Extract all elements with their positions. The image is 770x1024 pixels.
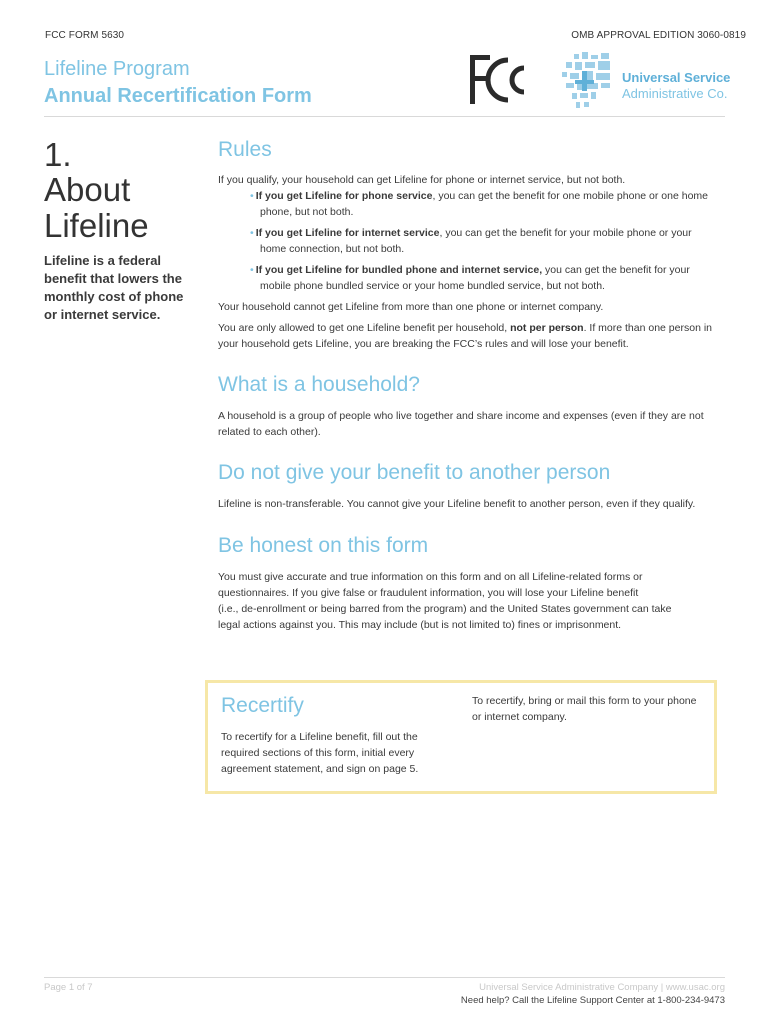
- transfer-text: Lifeline is non-transferable. You cannot give your Lifeline benefit to another person, even if they qualify.: [218, 498, 696, 510]
- rules-bullet-internet: • If you get Lifeline for internet service, you can get the benefit for your mobile phone or your home connection, but not both.: [250, 227, 692, 255]
- honest-text: You must give accurate and true information on this form and on all Lifeline-related forms or questionnaires. If you give false or fraudulent information, you will lose your Lifeline benefit (i.e., de-enrollment or being barred from the program) and the United States government can take legal actions against you. This may include (but is not limited to) fines or imprisonment.: [218, 571, 672, 631]
- header-divider: [44, 116, 725, 117]
- recertify-left-text: To recertify for a Lifeline benefit, fill out the required sections of this form, initial every agreement statement, and sign on page 5.: [221, 731, 419, 775]
- bullet-dot-icon: •: [250, 190, 254, 202]
- rules-bullet-phone: • If you get Lifeline for phone service, you can get the benefit for one mobile phone or one home phone, but not both.: [250, 190, 709, 218]
- household-text: A household is a group of people who live together and share income and expenses (even if they are not related to each other).: [218, 410, 704, 438]
- section-title-line1: About: [44, 171, 131, 208]
- usac-name-line2: Administrative Co.: [622, 86, 728, 101]
- rules-para1: Your household cannot get Lifeline from more than one phone or internet company.: [218, 301, 604, 313]
- footer-help: Need help? Call the Lifeline Support Center at 1-800-234-9473: [460, 995, 725, 1006]
- fcc-logo: [468, 54, 532, 106]
- svg-text:FCC: FCC: [468, 54, 471, 55]
- form-title-line2: Annual Recertification Form: [44, 85, 312, 107]
- transfer-heading: Do not give your benefit to another person: [218, 461, 611, 484]
- honest-heading: Be honest on this form: [218, 534, 429, 557]
- recertify-heading: Recertify: [221, 694, 304, 717]
- form-title-line1: Lifeline Program: [44, 58, 190, 80]
- footer-divider: [44, 977, 725, 978]
- rules-bullet-bundled: • If you get Lifeline for bundled phone and internet service, you can get the benefit for your mobile phone bundled service or your home bundled service, but not both.: [250, 264, 690, 292]
- recertify-right-text: To recertify, bring or mail this form to your phone or internet company.: [472, 695, 697, 723]
- household-heading: What is a household?: [218, 373, 420, 396]
- footer-company: Universal Service Administrative Company | www.usac.org: [479, 982, 725, 993]
- usac-name-line1: Universal Service: [622, 70, 731, 85]
- section-description: Lifeline is a federal benefit that lowers the monthly cost of phone or internet service.: [44, 253, 184, 322]
- usac-logo-icon: [560, 52, 616, 110]
- rules-heading: Rules: [218, 138, 272, 161]
- rules-intro: If you qualify, your household can get Lifeline for phone or internet service, but not both.: [218, 174, 626, 186]
- rules-para2: You are only allowed to get one Lifeline benefit per household, not per person. If more than one person in your household gets Lifeline, you are breaking the FCC’s rules and will lose your benefit.: [218, 322, 713, 350]
- omb-approval: OMB APPROVAL EDITION 3060-0819: [571, 30, 746, 41]
- recertify-box: [205, 680, 717, 794]
- form-number: FCC FORM 5630: [45, 30, 125, 41]
- bullet-dot-icon: •: [250, 264, 254, 276]
- section-title-line2: Lifeline: [44, 207, 149, 244]
- footer-contact: [461, 982, 725, 1006]
- page-number: Page 1 of 7: [44, 982, 93, 993]
- section-number: 1.: [44, 136, 72, 173]
- bullet-dot-icon: •: [250, 227, 254, 239]
